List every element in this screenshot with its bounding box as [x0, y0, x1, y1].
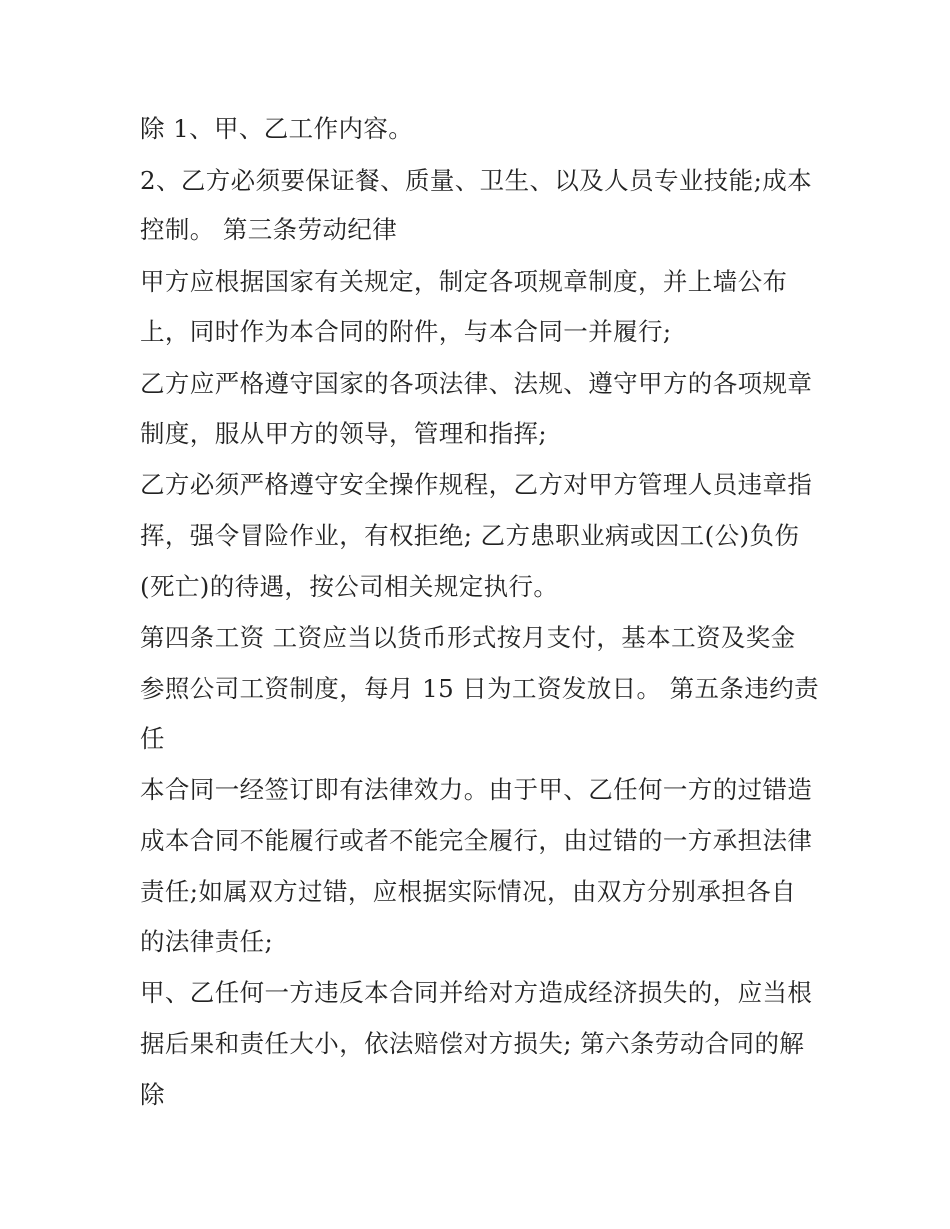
text-line: 挥，强令冒险作业，有权拒绝; 乙方患职业病或因工(公)负伤	[140, 521, 800, 550]
text-line: 制度，服从甲方的领导，管理和指挥;	[140, 419, 548, 448]
text-line: 第四条工资 工资应当以货币形式按月支付，基本工资及奖金	[140, 623, 796, 652]
text-line: 甲、乙任何一方违反本合同并给对方造成经济损失的，应当根	[140, 978, 813, 1007]
text-line: 本合同一经签订即有法律效力。由于甲、乙任何一方的过错造	[140, 775, 813, 804]
text-line: 成本合同不能履行或者不能完全履行，由过错的一方承担法律	[140, 826, 813, 855]
text-line: 除	[140, 1080, 165, 1109]
text-line: (死亡)的待遇，按公司相关规定执行。	[140, 572, 559, 601]
text-line: 任	[140, 724, 165, 753]
text-line: 乙方应严格遵守国家的各项法律、法规、遵守甲方的各项规章	[140, 369, 813, 398]
text-line: 甲方应根据国家有关规定，制定各项规章制度，并上墙公布	[140, 267, 788, 296]
text-line: 上，同时作为本合同的附件，与本合同一并履行;	[140, 317, 672, 346]
text-line: 除 1、甲、乙工作内容。	[140, 114, 414, 143]
text-line: 参照公司工资制度，每月 15 日为工资发放日。 第五条违约责	[140, 674, 820, 703]
text-line: 控制。 第三条劳动纪律	[140, 215, 398, 244]
text-line: 乙方必须严格遵守安全操作规程，乙方对甲方管理人员违章指	[140, 470, 813, 499]
text-line: 2、乙方必须要保证餐、质量、卫生、以及人员专业技能;成本	[140, 166, 813, 195]
text-line: 责任;如属双方过错，应根据实际情况，由双方分别承担各自	[140, 877, 797, 906]
text-line: 据后果和责任大小，依法赔偿对方损失; 第六条劳动合同的解	[140, 1029, 805, 1058]
text-line: 的法律责任;	[140, 927, 274, 956]
